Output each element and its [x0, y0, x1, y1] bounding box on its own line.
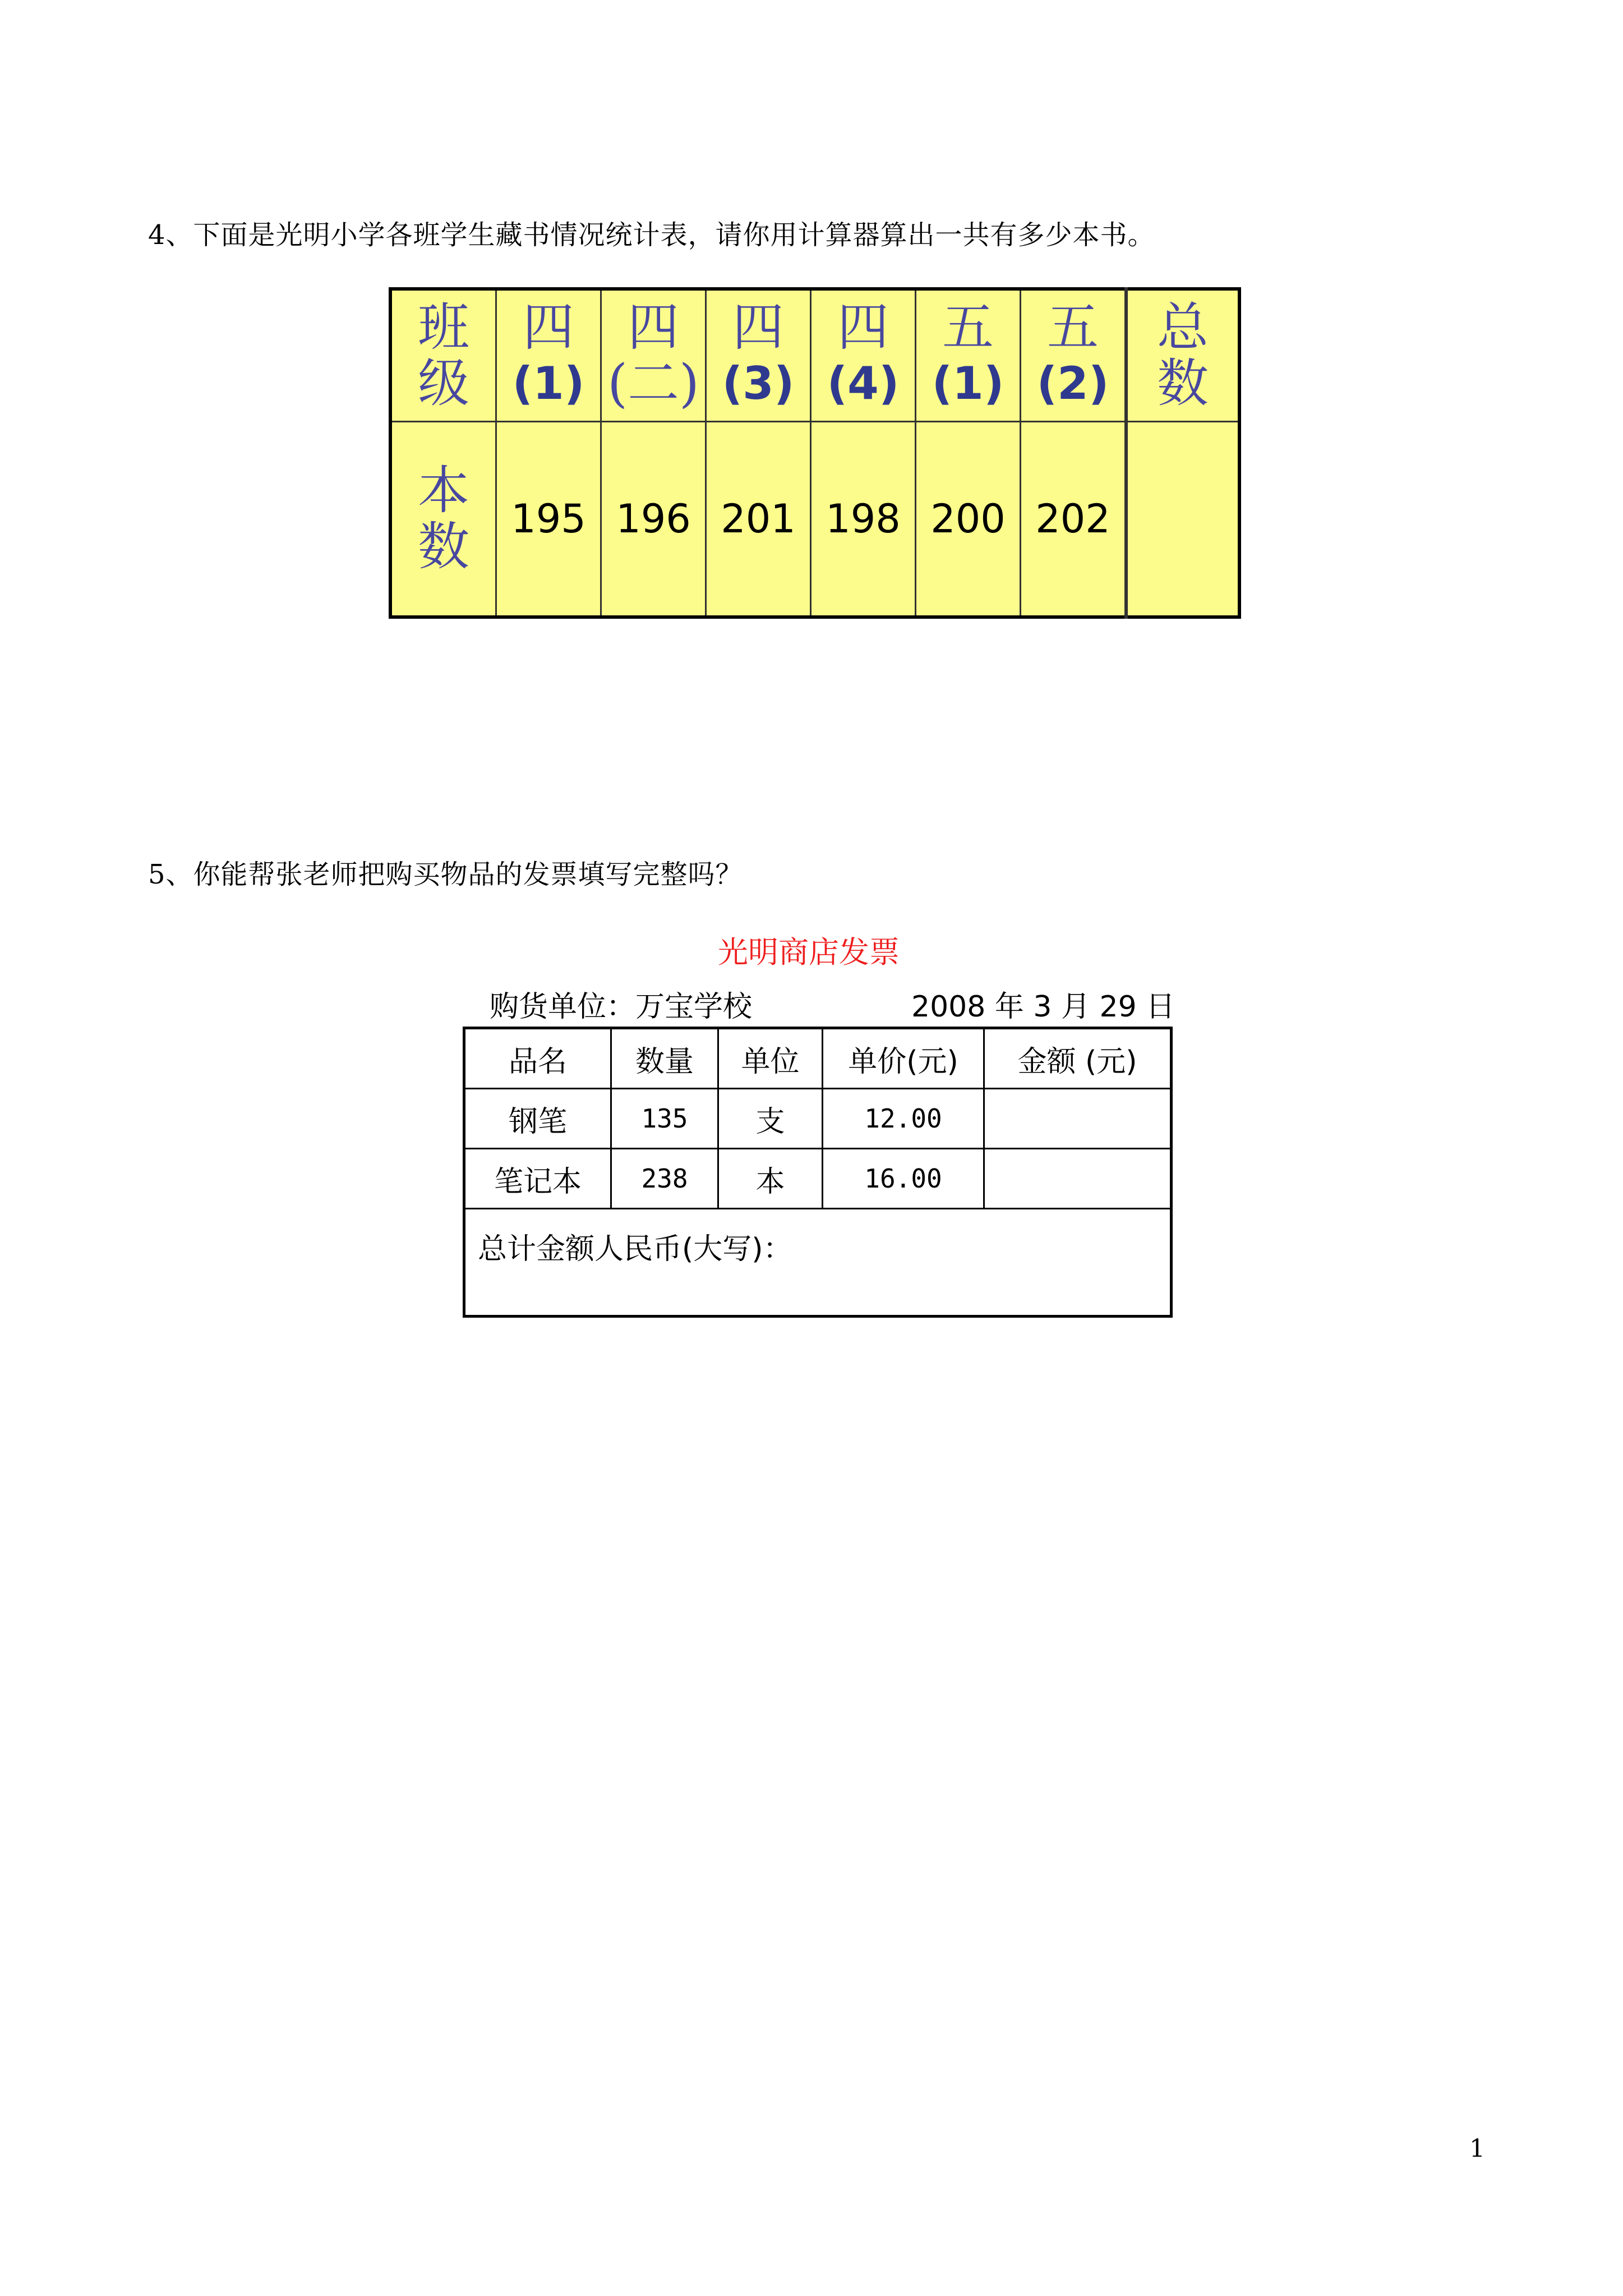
item-name: 钢笔 — [464, 1089, 611, 1149]
header-unit: 单位 — [718, 1028, 823, 1089]
invoice-table — [463, 1027, 1173, 1318]
item-quantity: 238 — [611, 1149, 718, 1209]
grade-label: 四 — [627, 297, 679, 357]
page-number: 1 — [1469, 2134, 1485, 2163]
invoice-row — [464, 1149, 1172, 1209]
item-amount-answer[interactable] — [984, 1089, 1172, 1149]
table-header-row — [390, 289, 1239, 422]
grade-label: 五 — [942, 297, 994, 357]
class-number-label: (二) — [607, 353, 699, 413]
class-label-char: 班 — [417, 297, 469, 357]
book-count-cell — [811, 422, 916, 618]
book-count-value: 196 — [616, 496, 691, 542]
class-header-cell — [916, 289, 1021, 422]
invoice-title: 光明商店发票 — [718, 935, 900, 970]
item-unit: 本 — [718, 1149, 823, 1209]
item-name: 笔记本 — [464, 1149, 611, 1209]
total-label-char: 数 — [1156, 353, 1209, 413]
total-amount-label: 总计金额人民币(大写)： — [478, 1232, 792, 1266]
invoice-buyer: 购货单位：万宝学校 — [490, 990, 753, 1024]
class-number-label: (4) — [827, 357, 900, 409]
header-item-name: 品名 — [464, 1028, 611, 1089]
class-label-char: 级 — [417, 353, 469, 413]
question-4-text: 4、下面是光明小学各班学生藏书情况统计表，请你用计算器算出一共有多少本书。 — [148, 219, 1155, 251]
class-header-cell — [601, 289, 706, 422]
class-number-label: (1) — [512, 357, 585, 409]
invoice-header-row — [464, 1028, 1172, 1089]
class-number-label: (2) — [1036, 357, 1109, 409]
class-header-cell — [706, 289, 811, 422]
book-count-value: 198 — [826, 496, 901, 542]
book-count-cell — [1021, 422, 1127, 618]
total-label-cell — [1126, 289, 1239, 422]
book-count-cell — [706, 422, 811, 618]
item-unit: 支 — [718, 1089, 823, 1149]
book-count-value: 195 — [511, 496, 586, 542]
class-header-cell — [496, 289, 601, 422]
invoice-total-row — [464, 1209, 1172, 1317]
header-amount: 金额 (元) — [984, 1028, 1172, 1089]
grade-label: 四 — [837, 297, 889, 357]
book-count-cell — [601, 422, 706, 618]
invoice-date: 2008 年 3 月 29 日 — [911, 990, 1175, 1024]
class-header-cell — [1021, 289, 1127, 422]
question-5-text: 5、你能帮张老师把购买物品的发票填写完整吗？ — [148, 859, 743, 890]
class-number-label: (3) — [722, 357, 795, 409]
class-label-cell — [390, 289, 496, 422]
item-amount-answer[interactable] — [984, 1149, 1172, 1209]
book-count-label-cell — [390, 422, 496, 618]
book-count-value: 200 — [930, 496, 1006, 542]
book-count-label-char: 数 — [417, 517, 469, 577]
total-answer-cell[interactable] — [1126, 422, 1239, 618]
invoice-row — [464, 1089, 1172, 1149]
book-count-cell — [916, 422, 1021, 618]
book-statistics-table — [389, 287, 1241, 619]
header-quantity: 数量 — [611, 1028, 718, 1089]
total-amount-in-words-field[interactable] — [464, 1209, 1172, 1317]
grade-label: 五 — [1046, 297, 1099, 357]
grade-label: 四 — [522, 297, 574, 357]
book-count-label-char: 本 — [417, 461, 469, 521]
table-value-row — [390, 422, 1239, 618]
class-number-label: (1) — [932, 357, 1004, 409]
book-count-value: 201 — [721, 496, 796, 542]
total-label-char: 总 — [1156, 297, 1209, 357]
grade-label: 四 — [732, 297, 784, 357]
item-unit-price: 12.00 — [823, 1089, 984, 1149]
header-unit-price: 单价(元) — [823, 1028, 984, 1089]
item-quantity: 135 — [611, 1089, 718, 1149]
item-unit-price: 16.00 — [823, 1149, 984, 1209]
class-header-cell — [811, 289, 916, 422]
book-count-cell — [496, 422, 601, 618]
book-count-value: 202 — [1035, 496, 1110, 542]
